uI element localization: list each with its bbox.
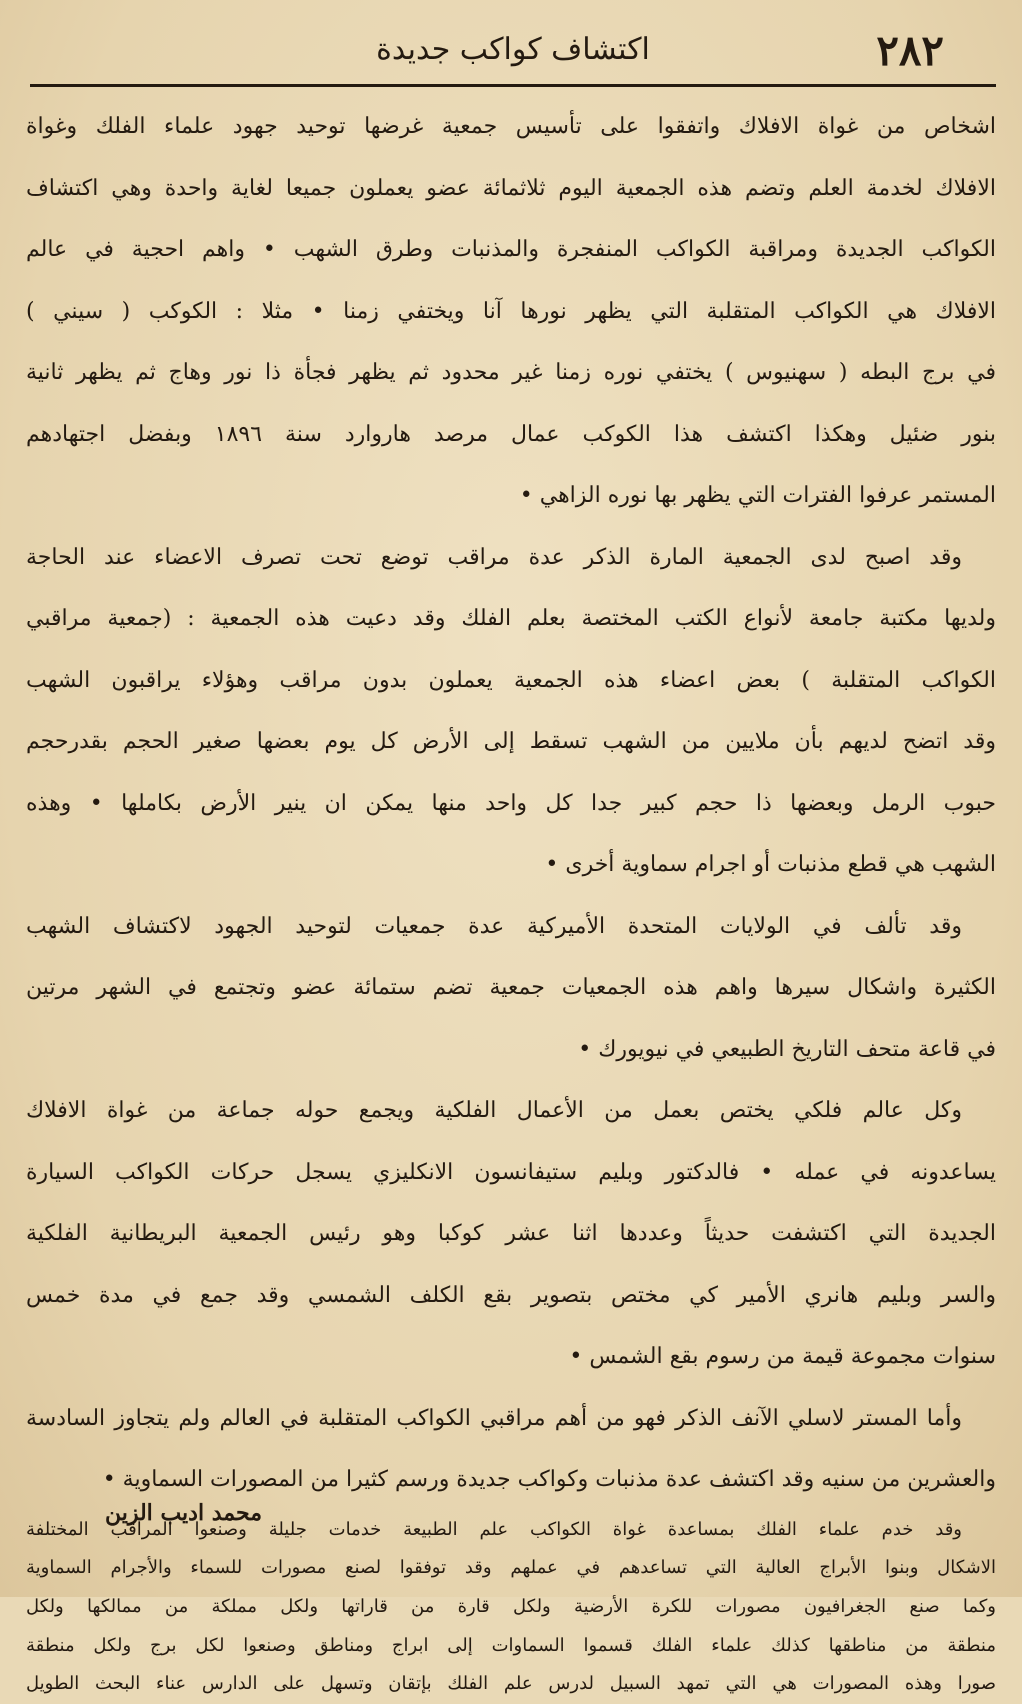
text-line: وكل عالم فلكي يختص بعمل من الأعمال الفلكية ويجمع حوله جماعة من غواة الافلاك [26,1098,962,1123]
running-title: اكتشاف كواكب جديدة [376,32,650,67]
text-line: وقد اصبح لدى الجمعية المارة الذكر عدة مراقب توضع تحت تصرف الاعضاء عند الحاجة [26,544,962,570]
text-line: وقد تألف في الولايات المتحدة الأميركية عدة جمعيات لتوحيد الجهود لاكتشاف الشهب [26,913,962,939]
text-line: حبوب الرمل وبعضها ذا حجم كبير جدا كل واحد منها يمكن ان ينير الأرض بكاملها • وهذه [26,790,996,816]
text-line: الاشكال وبنوا الأبراج العالية التي تساعدهم في عملهم وقد توفقوا لصنع مصورات للسماء والأجرام السماوية [26,1557,996,1579]
text-line: الجديدة التي اكتشفت حديثاً وعددها اثنا عشر كوكبا وهو رئيس الجمعية البريطانية الفلكية [26,1221,996,1246]
text-line: في قاعة متحف التاريخ الطبيعي في نيويورك • [578,1036,996,1062]
text-line: المستمر عرفوا الفترات التي يظهر بها نوره الزاهي • [519,483,996,508]
text-line: والسر وبليم هانري الأمير كي مختص بتصوير بقع الكلف الشمسي وقد جمع في مدة خمس [26,1282,996,1308]
header-rule [30,84,996,87]
text-line: الكواكب المتقلبة ) بعض اعضاء هذه الجمعية يعملون بدون مراقب وهؤلاء يراقبون الشهب [26,667,996,693]
text-line: اشخاص من غواة الافلاك واتفقوا على تأسيس جمعية غرضها توحيد جهود علماء الفلك وغواة [26,114,996,139]
text-line: الافلاك هي الكواكب المتقلبة التي يظهر نورها آنا ويختفي زمنا • مثلا : الكوكب ( سيني ) [26,298,996,324]
paragraph-1 [26,96,996,527]
text-line: الكواكب الجديدة ومراقبة الكواكب المنفجرة والمذنبات وطرق الشهب • واهم احجية في عالم [26,237,996,262]
text-line: وكما صنع الجغرافيون مصورات للكرة الأرضية ولكل قارة من قاراتها ولكل مملكة من ممالكها ولكل [26,1595,996,1617]
text-line: في برج البطه ( سهنيوس ) يختفي نوره زمنا غير محدود ثم يظهر فجأة ذا نور وهاج ثم يظهر ثانية [26,360,996,385]
text-line: الكثيرة واشكال سيرها واهم هذه الجمعيات جمعية تضم ستمائة عضو وتجتمع في الشهر مرتين [26,975,996,1000]
text-line: وأما المستر لاسلي الآنف الذكر فهو من أهم مراقبي الكواكب المتقلبة في العالم ولم يتجاوز السادسة [26,1405,962,1431]
page-header [30,22,996,84]
author-signature: محمد اديب الزين [104,1500,262,1526]
text-line: والعشرين من سنيه وقد اكتشف عدة مذنبات وكواكب جديدة ورسم كثيرا من المصورات السماوية • [102,1467,996,1492]
text-line: وقد خدم علماء الفلك بمساعدة غواة الكواكب علم الطبيعة خدمات جليلة وصنعوا المراقب المختلفة [26,1518,962,1540]
text-line: الافلاك لخدمة العلم وتضم هذه الجمعية اليوم ثلاثمائة عضو يعملون جميعا لغاية واحدة وهي اكتشاف [26,175,996,201]
paragraph-2 [26,527,996,896]
text-line: ولديها مكتبة جامعة لأنواع الكتب المختصة بعلم الفلك وقد دعيت هذه الجمعية : (جمعية مراقبي [26,606,996,631]
text-line: بنور ضئيل وهكذا اكتشف هذا الكوكب عمال مرصد هاروارد سنة ١٨٩٦ وبفضل اجتهادهم [26,421,996,447]
text-line: وقد اتضح لديهم بأن ملايين من الشهب تسقط إلى الأرض كل يوم بعضها صغير الحجم بقدرحجم [26,729,996,754]
paragraph-5 [26,1388,996,1511]
page-number: ٢٨٢ [876,26,944,75]
text-line: سنوات مجموعة قيمة من رسوم بقع الشمس • [569,1344,996,1369]
article-body [26,96,996,1704]
paragraph-6 [26,1511,996,1704]
paragraph-4 [26,1080,996,1388]
text-line: صورا وهذه المصورات هي التي تمهد السبيل لدرس علم الفلك بإتقان وتسهل على الدارس عناء البحث الطويل [26,1673,996,1695]
text-line: منطقة من مناطقها كذلك علماء الفلك قسموا السماوات إلى ابراج ومناطق وصنعوا لكل برج ولكل منطقة [26,1634,996,1656]
text-line: يساعدونه في عمله • فالدكتور وبليم ستيفانسون الانكليزي يسجل حركات الكواكب السيارة [26,1159,996,1185]
paragraph-3 [26,896,996,1081]
text-line: الشهب هي قطع مذنبات أو اجرام سماوية أخرى • [545,852,996,877]
